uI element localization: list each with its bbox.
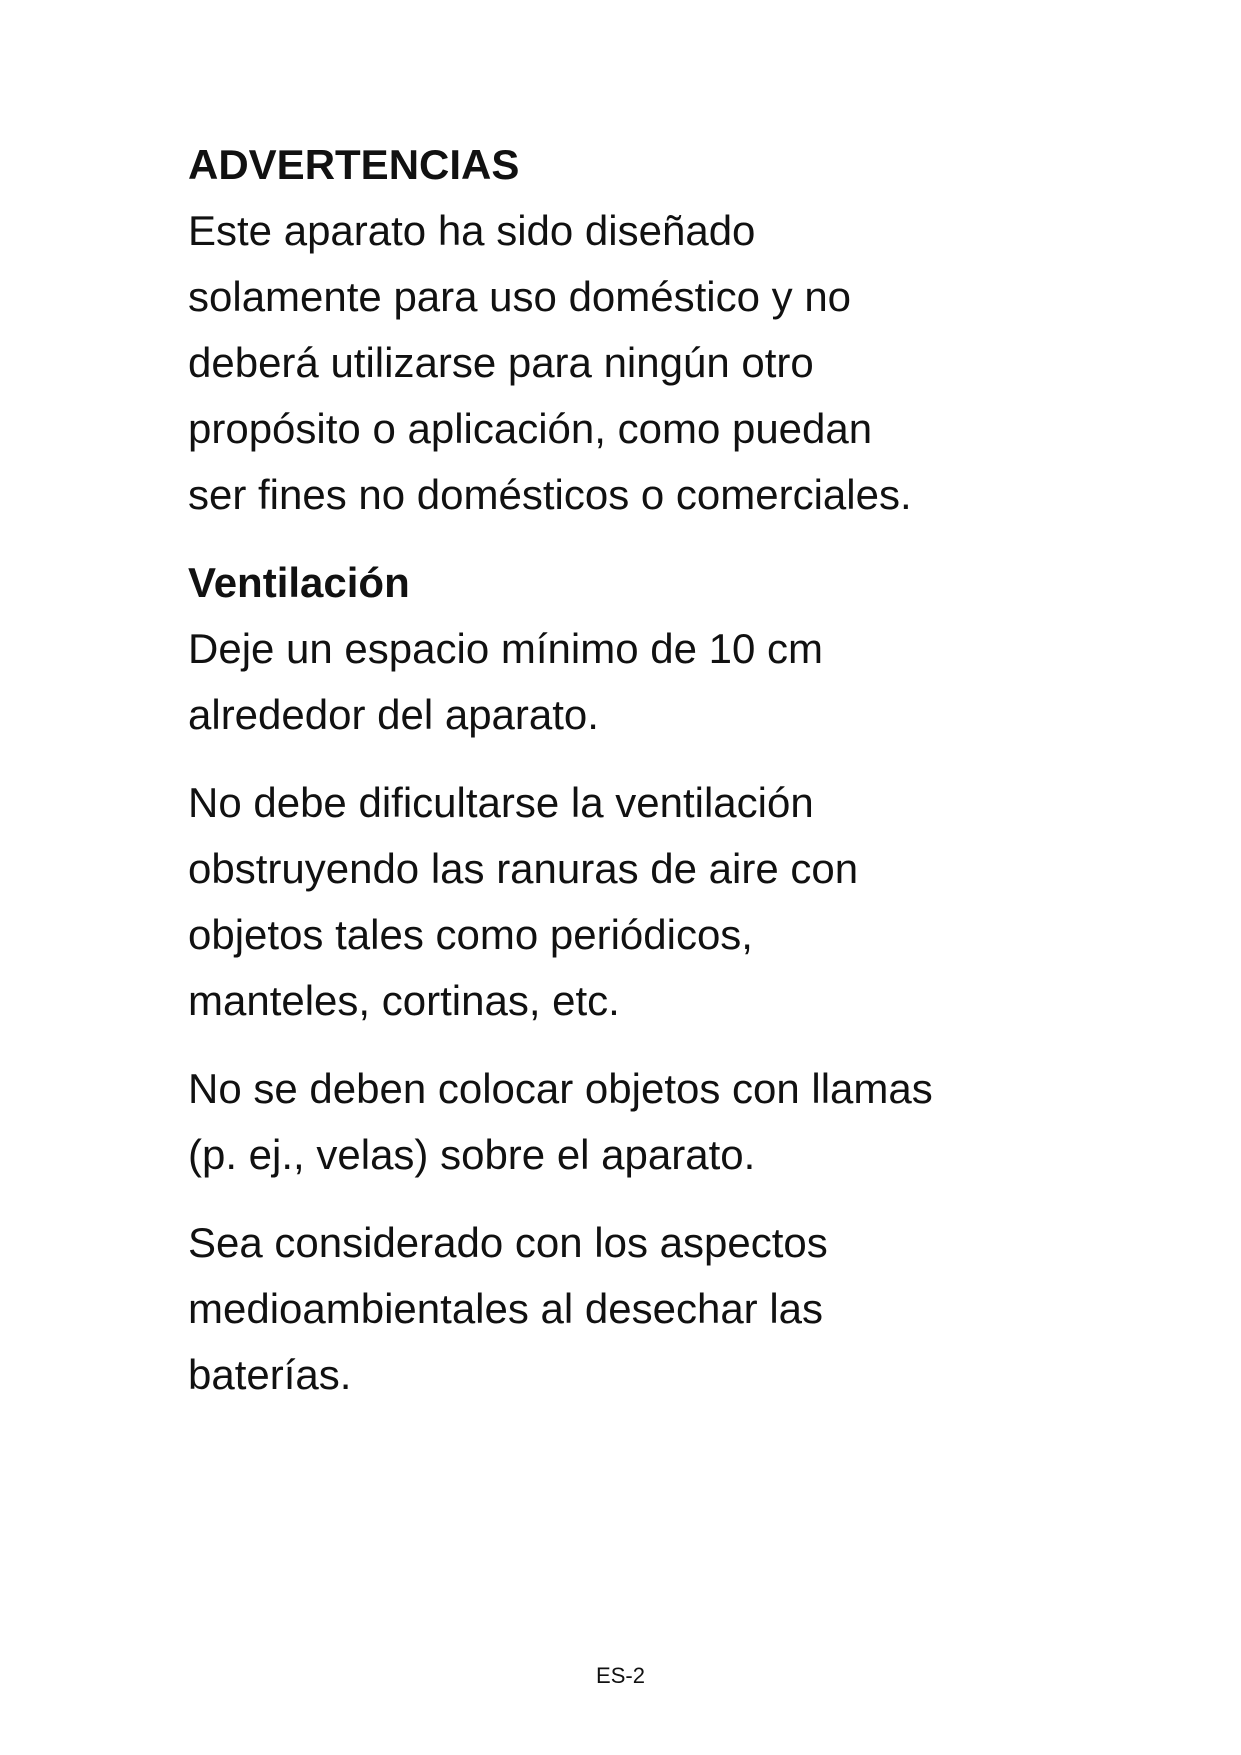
- text-line: ser fines no domésticos o comerciales.: [188, 471, 912, 518]
- text-line: manteles, cortinas, etc.: [188, 977, 620, 1024]
- paragraph: [188, 1210, 1088, 1408]
- document-page: [188, 132, 1088, 1408]
- text-line: No debe dificultarse la ventilación: [188, 779, 814, 826]
- text-line: (p. ej., velas) sobre el aparato.: [188, 1131, 756, 1178]
- section-heading: ADVERTENCIAS: [188, 141, 520, 188]
- text-line: objetos tales como periódicos,: [188, 911, 753, 958]
- text-line: deberá utilizarse para ningún otro: [188, 339, 814, 386]
- paragraph: [188, 1056, 1088, 1188]
- text-line: Este aparato ha sido diseñado: [188, 207, 756, 254]
- text-line: solamente para uso doméstico y no: [188, 273, 852, 320]
- text-line: alrededor del aparato.: [188, 691, 599, 738]
- section-advertencias: [188, 132, 1088, 528]
- text-line: propósito o aplicación, como puedan: [188, 405, 873, 452]
- paragraph: [188, 770, 1088, 1034]
- text-line: obstruyendo las ranuras de aire con: [188, 845, 859, 892]
- text-line: No se deben colocar objetos con llamas: [188, 1065, 933, 1112]
- paragraph: [188, 198, 1088, 528]
- text-line: Sea considerado con los aspectos: [188, 1219, 828, 1266]
- text-line: Deje un espacio mínimo de 10 cm: [188, 625, 823, 672]
- page-number: ES-2: [596, 1663, 645, 1688]
- section-heading: Ventilación: [188, 559, 410, 606]
- text-line: medioambientales al desechar las: [188, 1285, 824, 1332]
- text-line: baterías.: [188, 1351, 352, 1398]
- paragraph: [188, 616, 1088, 748]
- section-ventilacion: [188, 550, 1088, 1408]
